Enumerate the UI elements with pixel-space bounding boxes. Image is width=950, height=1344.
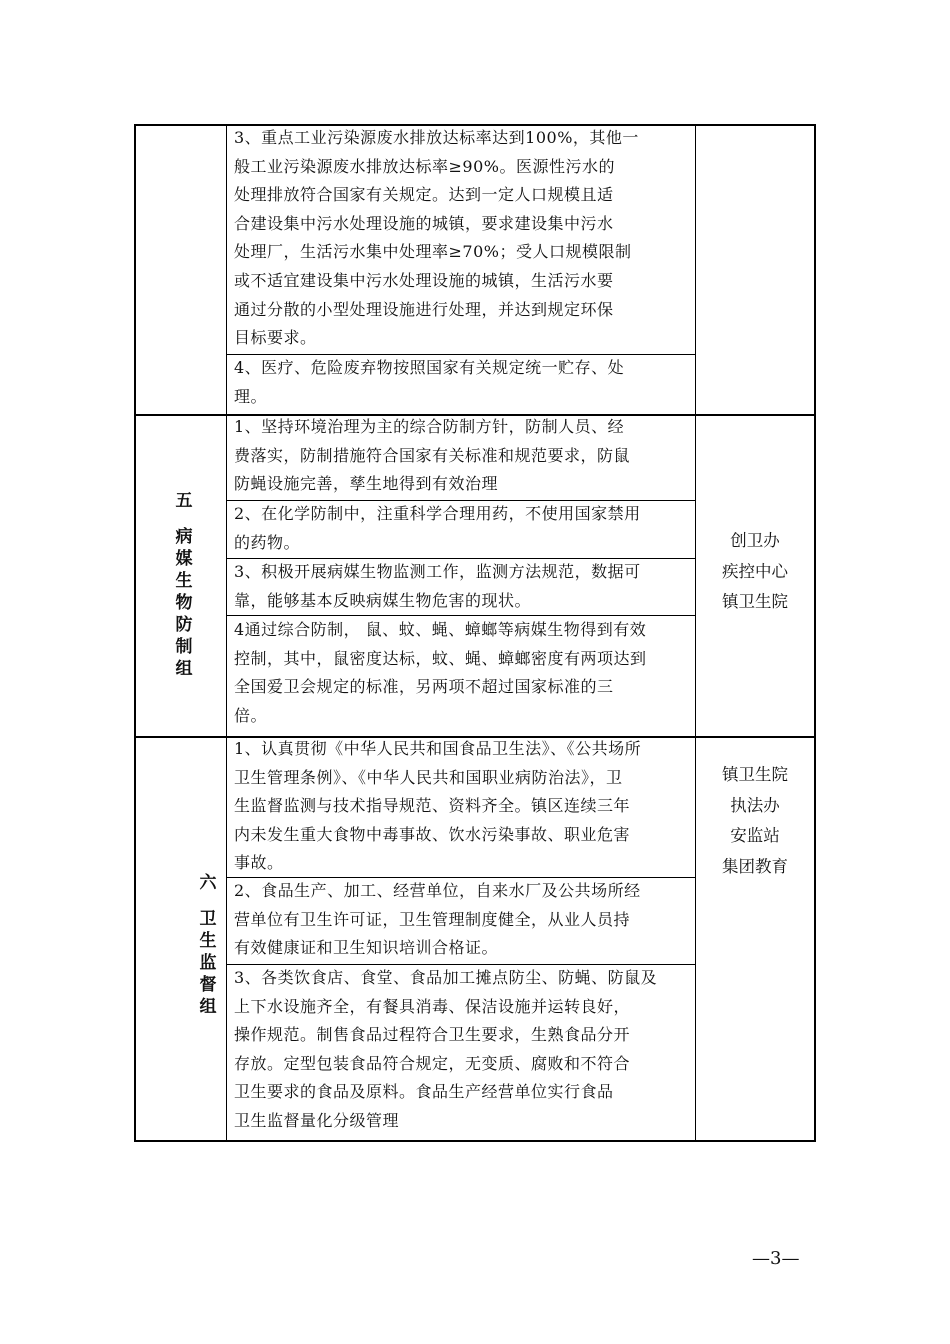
section4-item4: 4、医疗、危险废弃物按照国家有关规定统一贮存、处 理。: [234, 358, 625, 406]
section4-item3: 3、重点工业污染源废水排放达标率达到100%，其他一 般工业污染源废水排放达标率≥90%。医源性污水的 处理排放符合国家有关规定。达到一定人口规模且适 合建设集中污水处理设施的城镇，要求建设集中污水 处理厂，生活污水集中处理率≥70%；受人口规模限制 或不适宜建设集中污水处理设施的城镇，生活污水要 通过分散的小型处理设施进行处理，并达到规定环保 目标要求。: [234, 128, 639, 348]
section6-item1: 1、认真贯彻《中华人民共和国食品卫生法》、《公共场所 卫生管理条例》、《中华人民共和国职业病防治法》，卫 生监督监测与技术指导规范、资料齐全。镇区连续三年 内未发生重大食物中毒事故、饮水污染事故、职业危害 事故。: [234, 739, 642, 873]
page-number: —3—: [752, 1248, 800, 1269]
section5-heading: 五: [175, 491, 193, 511]
section6-heading: 六: [199, 873, 217, 893]
section6-item2: 2、食品生产、加工、经营单位，自来水厂及公共场所经 营单位有卫生许可证，卫生管理制度健全，从业人员持 有效健康证和卫生知识培训合格证。: [234, 881, 641, 958]
section6-item3: 3、各类饮食店、食堂、食品加工摊点防尘、防蝇、防鼠及 上下水设施齐全，有餐具消毒、保洁设施并运转良好， 操作规范。制售食品过程符合卫生要求，生熟食品分开 存放。定型包装食品符合规定，无变质、腐败和不符合 卫生要求的食品及原料。食品生产经营单位实行食品 卫生监督量化分级管理: [234, 968, 658, 1130]
section5-item1: 1、坚持环境治理为主的综合防制方针，防制人员、经 费落实，防制措施符合国家有关标准和规范要求，防鼠 防蝇设施完善，孳生地得到有效治理: [234, 417, 631, 494]
section6-departments: 镇卫生院 执法办 安监站 集团教育: [722, 765, 788, 876]
section5-item4: 4通过综合防制， 鼠、蚊、蝇、蟑螂等病媒生物得到有效 控制，其中，鼠密度达标，蚊、蝇、蟑螂密度有两项达到 全国爱卫会规定的标准，另两项不超过国家标准的三 倍。: [234, 620, 647, 725]
section5-departments: 创卫办 疾控中心 镇卫生院: [722, 531, 788, 611]
section5-item3: 3、积极开展病媒生物监测工作，监测方法规范，数据可 靠，能够基本反映病媒生物危害的现状。: [234, 562, 641, 610]
section5-item2: 2、在化学防制中，注重科学合理用药，不使用国家禁用 的药物。: [234, 504, 641, 552]
section6-label: 六 卫 生 监 督 组: [196, 872, 220, 1018]
section5-label: 五 病 媒 生 物 防 制 组: [172, 490, 196, 680]
column-divider-left: [226, 124, 227, 1142]
column-divider-right: [695, 124, 696, 1142]
